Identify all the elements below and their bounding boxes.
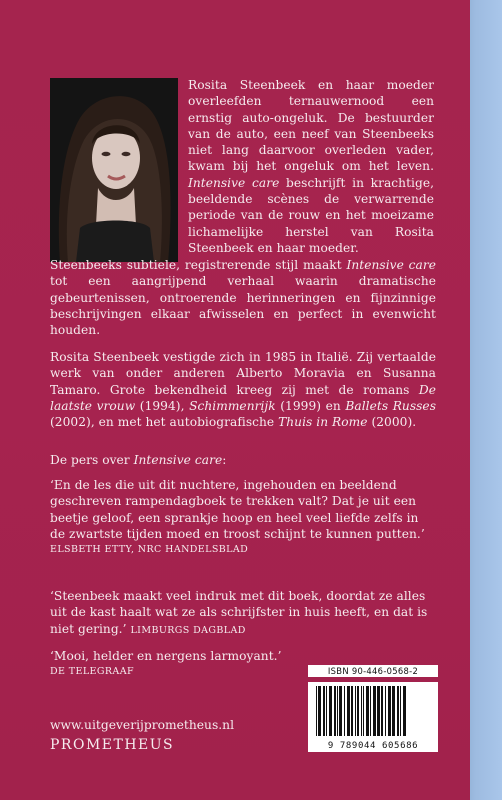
publisher-website[interactable]: www.uitgeverijprometheus.nl: [50, 718, 235, 732]
barcode-bar: [316, 686, 317, 736]
press-heading-colon: :: [222, 453, 227, 467]
barcode: [308, 682, 438, 752]
bio-book-1: De laatste vrouw: [50, 382, 436, 413]
barcode-bar: [337, 686, 338, 736]
intro-paragraph: [188, 77, 434, 256]
author-photo: [50, 78, 178, 262]
barcode-bar: [381, 686, 383, 736]
press-quote-2: [50, 588, 436, 639]
barcode-bar: [370, 686, 371, 736]
quote-text: ‘En de les die uit dit nuchtere, ingehouden en beeldend geschreven rampendagboek te trekken valt? Dat je uit een beetje geloof, een sprankje hoop en heel veel liefde zelfs in de zwartste tijden moed en troost schijnt te kunnen putten.’: [50, 478, 425, 541]
bio-text-a: Rosita Steenbeek vestigde zich in 1985 in Italië. Zij vertaalde werk van onder anderen Alberto Moravia en Susanna Tamaro. Grote bekendheid kreeg zij met de romans: [50, 350, 436, 397]
barcode-bar: [373, 686, 376, 736]
barcode-bar: [323, 686, 325, 736]
bio-book-4: Thuis in Rome: [278, 415, 368, 430]
barcode-bar: [377, 686, 380, 736]
barcode-bar: [344, 686, 345, 736]
press-quote-1: [50, 477, 436, 558]
intro-book-title: Intensive care: [188, 175, 280, 190]
barcode-bar: [339, 686, 342, 736]
barcode-bar: [363, 686, 364, 736]
barcode-bar: [392, 686, 395, 736]
barcode-bar: [318, 686, 321, 736]
isbn-label: ISBN 90-446-0568-2: [308, 665, 438, 677]
barcode-bar: [355, 686, 356, 736]
intro-text-rest: beschrijft in krachtige, beeldende scènes de verwarrende periode van de rouw en het moeizame lichamelijke herstel van Rosita Steenbeek en haar moeder.: [188, 175, 435, 255]
barcode-bar: [385, 686, 386, 736]
style-text-a: Steenbeeks subtiele, registrerende stijl maakt: [50, 258, 347, 272]
bio-text-e: (2000).: [367, 415, 417, 430]
quote-source: DE TELEGRAAF: [50, 666, 134, 678]
intro-text: Rosita Steenbeek en haar moeder overleefden ternauwernood een ernstig auto-ongeluk. De bestuurder van de auto, een neef van Steenbeeks niet lang daarvoor overleden vader, kwam bij het ongeluk om het leven.: [188, 78, 434, 174]
publisher-logo: PROMETHEUS: [50, 737, 175, 753]
barcode-number: 9 789044 605686: [327, 741, 419, 751]
bio-text-c: (1999) en: [275, 398, 346, 413]
bio-book-3: Ballets Russes: [345, 398, 436, 413]
quote-source: LIMBURGS DAGBLAD: [130, 624, 246, 636]
quote-text: ‘Steenbeek maakt veel indruk met dit boek, doordat ze alles uit de kast haalt wat ze als schrijfster in huis heeft, en dat is niet gering.’: [50, 589, 428, 636]
barcode-bar: [329, 686, 332, 736]
style-paragraph: [50, 257, 436, 338]
barcode-bar: [326, 686, 327, 736]
barcode-bar: [403, 686, 406, 736]
press-heading-text: De pers over: [50, 453, 134, 467]
quote-source: ELSBETH ETTY, NRC HANDELSBLAD: [50, 544, 249, 556]
barcode-bar: [366, 686, 369, 736]
barcode-bar: [388, 686, 391, 736]
style-book-title: Intensive care: [346, 258, 437, 272]
style-text-b: tot een aangrijpend verhaal waarin dramatische gebeurtenissen, ontroerende herinneringen en fijnzinnige beschrijvingen elkaar afwisselen en perfect in evenwicht houden.: [50, 274, 436, 338]
author-bio: [50, 349, 436, 430]
bio-book-2: Schimmenrijk: [189, 398, 276, 413]
barcode-bar: [357, 686, 359, 736]
barcode-bar: [334, 686, 336, 736]
bio-text-d: (2002), en met het autobiografische: [50, 415, 279, 430]
press-heading-title: Intensive care: [133, 453, 223, 467]
barcode-bar: [397, 686, 399, 736]
press-heading: [50, 452, 436, 468]
barcode-bar: [351, 686, 353, 736]
quote-text: ‘Mooi, helder en nergens larmoyant.’: [50, 649, 282, 663]
barcode-bar: [400, 686, 401, 736]
bio-text-b: (1994),: [135, 398, 190, 413]
barcode-bar: [347, 686, 350, 736]
barcode-bar: [361, 686, 362, 736]
